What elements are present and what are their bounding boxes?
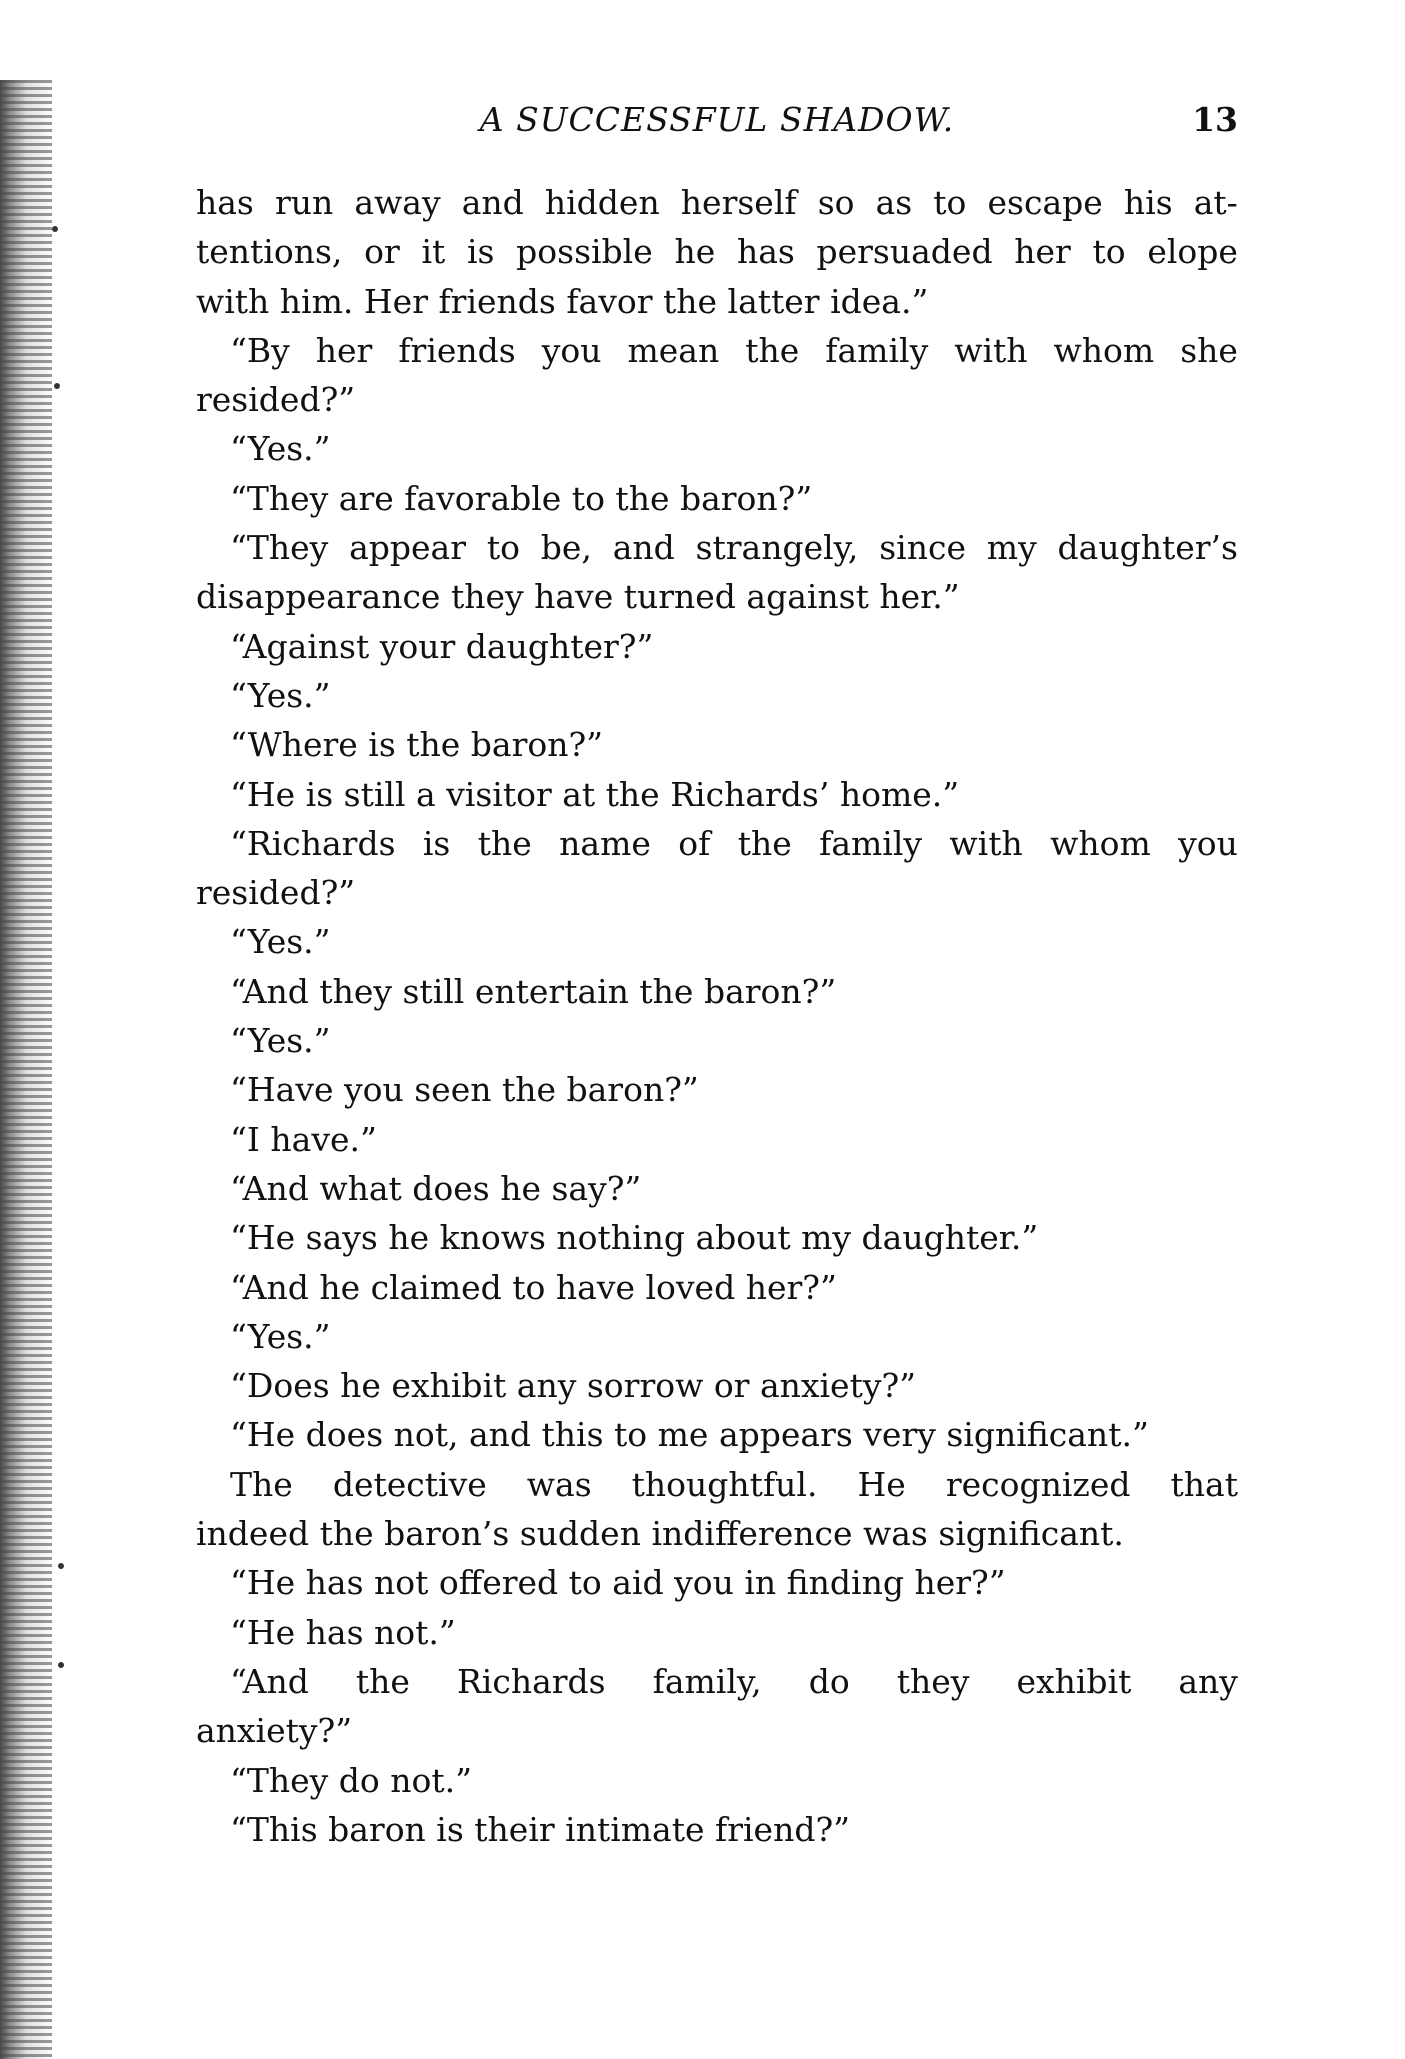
paragraph — [196, 1410, 1238, 1459]
text-line: “They are favorable to the baron?” — [230, 478, 813, 518]
text-line: “Yes.” — [230, 1021, 331, 1061]
text-line: “He has not.” — [230, 1612, 456, 1652]
text-line: “Yes.” — [230, 1316, 331, 1356]
text-line: “Where is the baron?” — [230, 725, 604, 765]
paragraph — [196, 1558, 1238, 1607]
text-line: “He does not, and this to me appears very significant.” — [230, 1415, 1149, 1455]
page-number: 13 — [1192, 100, 1238, 139]
paragraph — [196, 1016, 1238, 1065]
paragraph — [196, 917, 1238, 966]
text-line: “Have you seen the baron?” — [230, 1070, 699, 1110]
paragraph — [196, 1460, 1238, 1559]
running-head — [196, 100, 1238, 150]
paragraph — [196, 523, 1238, 622]
paragraph — [196, 671, 1238, 720]
text-line: with him. Her friends favor the latter idea.” — [196, 281, 929, 321]
paragraph — [196, 1608, 1238, 1657]
paragraph — [196, 1312, 1238, 1361]
text-line: “They do not.” — [230, 1760, 473, 1800]
paragraph — [196, 474, 1238, 523]
text-line: “This baron is their intimate friend?” — [230, 1809, 851, 1849]
text-line: “He is still a visitor at the Richards’ home.” — [230, 774, 960, 814]
paragraph — [196, 770, 1238, 819]
text-line: resided?” — [196, 380, 356, 420]
text-line: “Does he exhibit any sorrow or anxiety?” — [230, 1366, 917, 1406]
scan-speck — [58, 1563, 64, 1569]
text-line: disappearance they have turned against her.” — [196, 577, 960, 617]
text-line: “He says he knows nothing about my daughter.” — [230, 1218, 1039, 1258]
paragraph — [196, 178, 1238, 326]
text-line: “And the Richards family, do they exhibit any — [230, 1661, 1238, 1701]
paragraph — [196, 720, 1238, 769]
text-line: has run away and hidden herself so as to escape his at- — [196, 183, 1238, 222]
paragraph — [196, 1213, 1238, 1262]
body-text — [196, 178, 1238, 1854]
text-line: “They appear to be, and strangely, since my daughter’s — [230, 528, 1238, 568]
paragraph — [196, 967, 1238, 1016]
text-line: “Yes.” — [230, 429, 331, 469]
paragraph — [196, 1115, 1238, 1164]
text-line: “Against your daughter?” — [230, 626, 654, 666]
scanned-binding-edge — [0, 80, 52, 2059]
text-line: “I have.” — [230, 1119, 377, 1159]
paragraph — [196, 622, 1238, 671]
paragraph — [196, 1164, 1238, 1213]
text-line: “Yes.” — [230, 922, 331, 962]
text-line: resided?” — [196, 873, 356, 913]
paragraph — [196, 326, 1238, 425]
text-line: “Yes.” — [230, 675, 331, 715]
text-line: indeed the baron’s sudden indifference was significant. — [196, 1514, 1124, 1554]
text-line: “He has not offered to aid you in finding her?” — [230, 1563, 1006, 1603]
paragraph — [196, 819, 1238, 918]
text-line: “And he claimed to have loved her?” — [230, 1267, 837, 1307]
text-line: “And what does he say?” — [230, 1168, 642, 1208]
text-line: The detective was thoughtful. He recognized that — [230, 1464, 1238, 1504]
paragraph — [196, 1065, 1238, 1114]
paragraph — [196, 1263, 1238, 1312]
paragraph — [196, 1361, 1238, 1410]
scan-speck — [58, 1662, 64, 1668]
text-line: tentions, or it is possible he has persuaded her to elope — [196, 232, 1238, 272]
scan-speck — [54, 383, 60, 389]
paragraph — [196, 1805, 1238, 1854]
paragraph — [196, 1657, 1238, 1756]
scan-speck — [52, 226, 58, 232]
running-title: A SUCCESSFUL SHADOW. — [479, 100, 955, 139]
text-line: anxiety?” — [196, 1711, 353, 1751]
text-line: “And they still entertain the baron?” — [230, 971, 837, 1011]
paragraph — [196, 424, 1238, 473]
text-line: “By her friends you mean the family with whom she — [230, 330, 1238, 370]
text-line: “Richards is the name of the family with whom you — [230, 823, 1238, 863]
paragraph — [196, 1756, 1238, 1805]
